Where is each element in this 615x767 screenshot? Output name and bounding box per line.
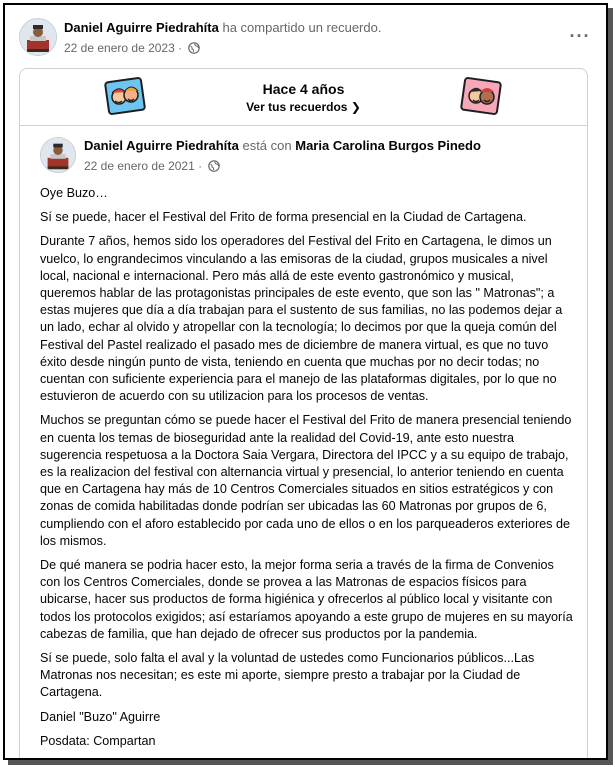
memory-banner[interactable] [20, 69, 587, 126]
globe-icon[interactable] [188, 42, 200, 57]
post-body [40, 185, 573, 757]
facebook-post [3, 3, 608, 760]
shared-post-meta [84, 159, 220, 175]
shared-post-header [40, 137, 560, 177]
post-paragraph: Durante 7 años, hemos sido los operadores del Festival del Frito en Cartagena, le dimos un vuelco, lo engrandecimos vinculando a las emisoras de la ciudad, grupos musicales a nivel local, nacional e internacional. Pero más allá de este evento gastronómico y musical, queremos hablar de las protagonistas principales de este evento, que son las " Matronas"; a estas mujeres que día a día trabajan para el sustento de sus familias, no las podemos dejar a un lado, echar al olvido y atropellar con la tecnología; lo decimos por que la queja común del Festival del Pastel realizado el pasado mes de diciembre de manera virtual, es que no tuvo éxito desde ningún punto de vista, teniendo en cuenta que muchas por no decir todas; no cuentan con suficiente experiencia para el manejo de las plataformas digitales, por lo que no estuvieron de acuerdo con su utilizacion para los procesos de ventas. [40, 234, 563, 404]
post-postscript: Posdata: Compartan [40, 733, 156, 748]
avatar[interactable] [40, 137, 76, 173]
post-date[interactable]: 22 de enero de 2023 [64, 41, 175, 55]
outer-post-meta [64, 41, 200, 57]
chevron-right-icon: ❯ [350, 100, 361, 114]
post-paragraph: Oye Buzo… [40, 186, 108, 200]
friends-sticker-icon [459, 75, 503, 119]
outer-post-title [64, 20, 381, 35]
author-name[interactable]: Daniel Aguirre Piedrahíta [64, 20, 219, 35]
meta-separator: · [198, 159, 203, 173]
memory-card [19, 68, 588, 760]
shared-post-title [84, 138, 481, 153]
post-paragraph: Muchos se preguntan cómo se puede hacer el Festival del Frito de manera presencial teniendo en cuenta los temas de bioseguridad ante la realidad del Covid-19, ante esto nuestra sugerencia respetuosa a la Doctora Saia Vergara, Directora del IPCC y a su equipo de trabajo, es la realizacion del festival con alternancia virtual y presencial, lo anterior teniendo en cuenta que en Cartagena hay más de 10 Centros Comerciales situados en sitios estratégicos y con zonas de comida habilitadas donde podrían ser ubicadas las 60 Matronas por grupos de 6, cumpliendo con el aforo establecido por cada uno de ellos o en los parqueaderos exteriores de los mismos. [40, 413, 572, 548]
post-date[interactable]: 22 de enero de 2021 [84, 159, 195, 173]
outer-post-header [19, 18, 596, 62]
more-options-icon[interactable]: ··· [569, 26, 591, 46]
post-action-text: ha compartido un recuerdo. [222, 20, 382, 35]
memory-title: Hace 4 años [262, 81, 345, 97]
post-paragraph: Sí se puede, hacer el Festival del Frito de forma presencial en la Ciudad de Cartagena. [40, 210, 527, 225]
meta-separator: · [178, 41, 183, 55]
avatar[interactable] [19, 18, 57, 56]
globe-icon[interactable] [208, 160, 220, 175]
author-name[interactable]: Daniel Aguirre Piedrahíta [84, 138, 239, 153]
with-text: está con [242, 138, 292, 153]
see-memories-label: Ver tus recuerdos [246, 100, 348, 114]
tagged-person[interactable]: Maria Carolina Burgos Pinedo [295, 138, 481, 153]
post-paragraph: De qué manera se podria hacer esto, la mejor forma seria a través de la firma de Convenios con los Centros Comerciales, donde se provea a las Matronas de espacios físicos para ubicarse, hacer sus productos de forma higiénica y ofrecerlos al público local y visitante con todos los protocolos exigidos; así estaríamos apoyando a este grupo de mujeres en su mayoría cabezas de familia, que han dejado de ofrecer sus productos por la pandemia. [40, 558, 573, 641]
post-paragraph: Sí se puede, solo falta el aval y la voluntad de ustedes como Funcionarios públicos...Las Matronas nos necesitan; es este mi aporte, siempre presto a trabajar por la Ciudad de Cartagena. [40, 651, 535, 700]
post-signature: Daniel "Buzo" Aguirre [40, 709, 161, 724]
